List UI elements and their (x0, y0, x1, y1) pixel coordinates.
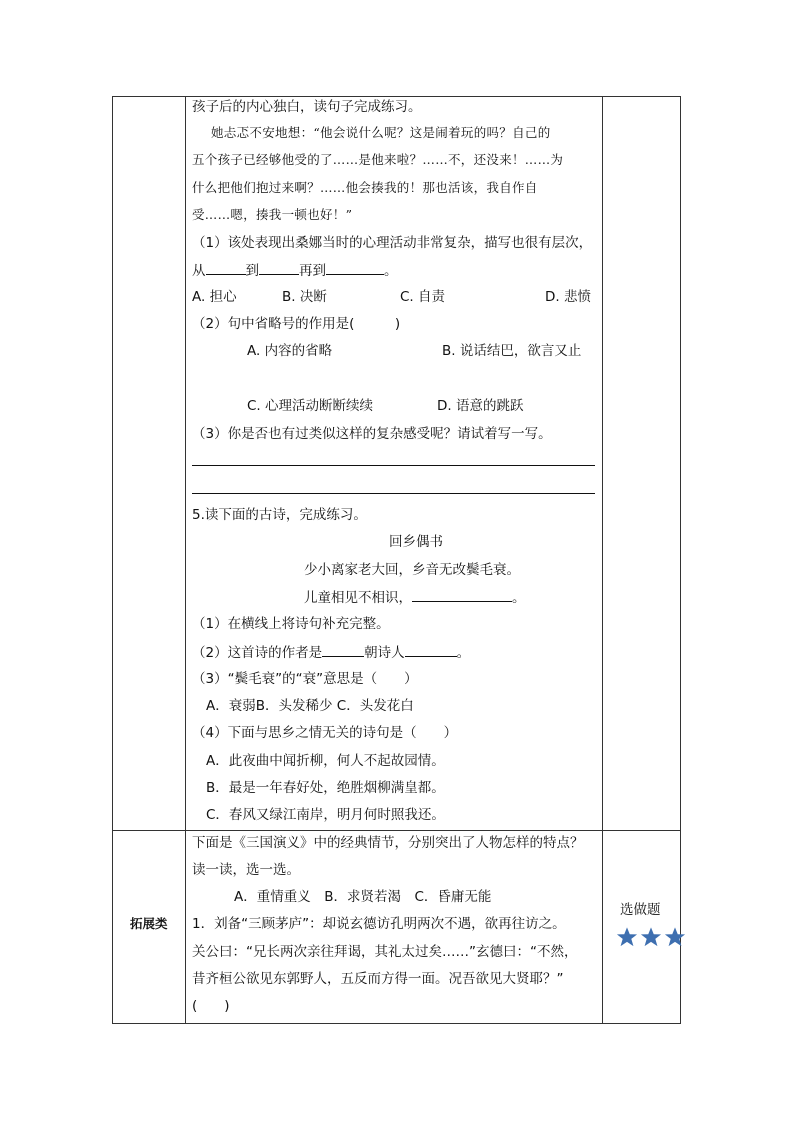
table-col1-border (185, 96, 186, 1024)
poem-line-2 (304, 587, 526, 608)
blank-field[interactable] (206, 260, 246, 275)
table-bottom-border (112, 1023, 681, 1024)
q1-end-text: 。 (384, 263, 398, 279)
quote-line: 五个孩子已经够他受的了……是他来啦？……不，还没来！……为 (192, 152, 564, 167)
table-col2-border (602, 96, 603, 1024)
q1-option-b: B. 决断 (282, 289, 327, 305)
extension-item-1-answer: ( ) (192, 998, 230, 1014)
s5-q3-options: A．衰弱B．头发稀少 C．头发花白 (206, 698, 414, 714)
poem-line-2-start: 儿童相见不相识， (304, 590, 412, 606)
extension-line-1: 下面是《三国演义》中的经典情节，分别突出了人物怎样的特点？ (192, 835, 584, 851)
question-2: （2）句中省略号的作用是( ) (192, 316, 401, 332)
s5-q2-start: （2）这首诗的作者是 (192, 645, 323, 661)
q2-option-b: B. 说话结巴，欲言又止 (442, 343, 582, 359)
blank-field[interactable] (259, 260, 299, 275)
optional-label: 选做题 (620, 902, 661, 918)
blank-field[interactable] (322, 642, 364, 657)
question-1: （1）该处表现出桑娜当时的心理活动非常复杂，描写也很有层次， (192, 235, 593, 251)
extension-item-1-line-3: 昔齐桓公欲见东郭野人，五反而方得一面。况吾欲见大贤耶？” (192, 971, 564, 987)
s5-question-1: （1）在横线上将诗句补充完整。 (192, 616, 390, 632)
s5-q4-option-c: C．春风又绿江南岸，明月何时照我还。 (206, 807, 445, 823)
table-left-border (112, 96, 113, 1024)
category-label: 拓展类 (130, 916, 168, 931)
question-1-fill (192, 260, 398, 281)
quote-line: 受……嗯，揍我一顿也好！” (192, 207, 353, 222)
q1-option-c: C. 自责 (400, 289, 446, 305)
q1-option-d: D. 悲愤 (545, 289, 591, 305)
q2-option-c: C. 心理活动断断续续 (247, 398, 374, 414)
q1-from-text: 从 (192, 263, 206, 279)
s5-question-4: （4）下面与思乡之情无关的诗句是（ ） (192, 725, 458, 741)
star-icon (640, 926, 662, 948)
poem-line-2-end: 。 (512, 590, 526, 606)
answer-line[interactable] (192, 493, 595, 494)
answer-line[interactable] (192, 465, 595, 466)
extension-item-1-line-2: 关公曰：“兄长两次亲往拜谒，其礼太过矣……”玄德曰：“不然， (192, 944, 578, 960)
q1-option-a: A. 担心 (192, 289, 237, 305)
quote-line: 什么把他们抱过来啊？……他会揍我的！那也活该，我自作自 (192, 180, 538, 195)
extension-line-2: 读一读，选一选。 (192, 862, 300, 878)
s5-q4-option-a: A．此夜曲中闻折柳，何人不起故园情。 (206, 753, 445, 769)
table-right-border (680, 96, 681, 1024)
s5-question-3: （3）“鬓毛衰”的“衰”意思是（ ） (192, 671, 418, 687)
s5-q2-end: 。 (456, 645, 471, 661)
s5-q2-mid: 朝诗人 (364, 645, 405, 661)
blank-field[interactable] (405, 642, 457, 657)
extension-options: A．重情重义 B．求贤若渴 C．昏庸无能 (234, 889, 492, 905)
extension-item-1-line-1: 1．刘备“三顾茅庐”：却说玄德访孔明两次不遇，欲再往访之。 (192, 916, 566, 932)
table-row-divider (112, 830, 681, 831)
star-icon (664, 926, 686, 948)
star-rating (616, 926, 686, 948)
blank-field[interactable] (412, 587, 512, 602)
q2-option-a: A. 内容的省略 (247, 343, 333, 359)
section5-title: 5.读下面的古诗，完成练习。 (192, 507, 367, 523)
s5-question-2 (192, 642, 470, 663)
blank-field[interactable] (326, 260, 384, 275)
quote-line: 她忐忑不安地想：“他会说什么呢？这是闹着玩的吗？自己的 (211, 125, 551, 140)
q1-to-text: 到 (245, 263, 259, 279)
poem-line-1: 少小离家老大回，乡音无改鬓毛衰。 (304, 562, 520, 578)
star-icon (616, 926, 638, 948)
poem-title: 回乡偶书 (389, 534, 443, 550)
q2-option-d: D. 语意的跳跃 (437, 398, 524, 414)
section1-intro: 孩子后的内心独白，读句子完成练习。 (192, 99, 422, 115)
q1-then-text: 再到 (299, 263, 326, 279)
question-3: （3）你是否也有过类似这样的复杂感受呢？请试着写一写。 (192, 426, 552, 442)
s5-q4-option-b: B．最是一年春好处，绝胜烟柳满皇都。 (206, 780, 445, 796)
